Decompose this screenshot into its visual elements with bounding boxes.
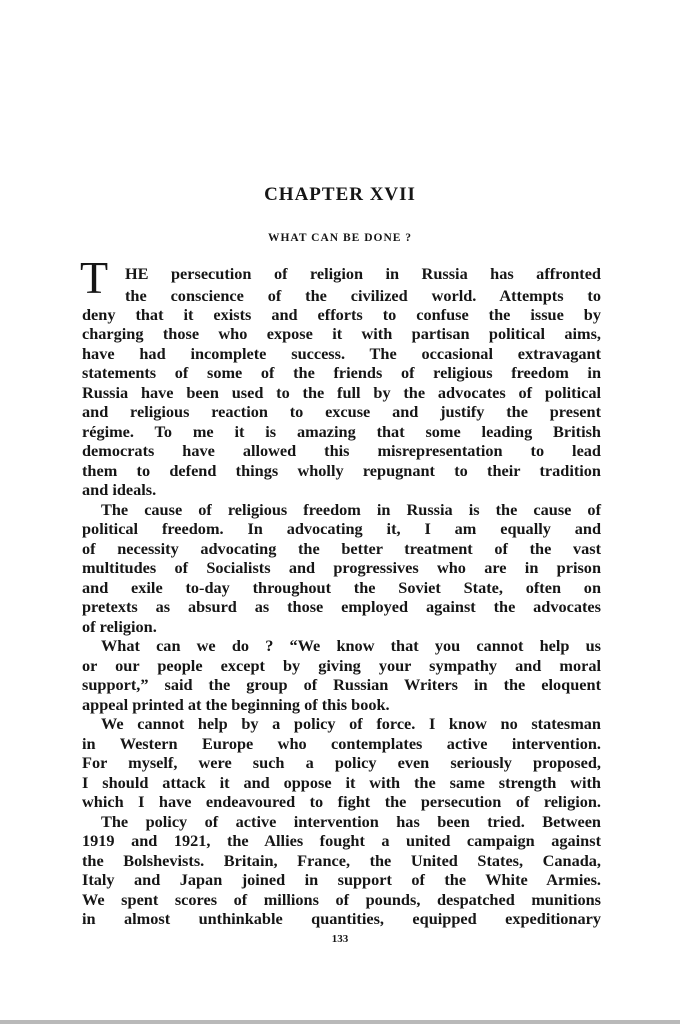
text-line: or our people except by giving your sympathy and moral	[82, 656, 601, 675]
text-line: which I have endeavoured to fight the persecution of religion.	[82, 792, 601, 811]
text-line: the Bolshevists. Britain, France, the United States, Canada,	[82, 851, 601, 870]
text-line: 1919 and 1921, the Allies fought a united campaign against	[82, 831, 601, 850]
text-line: What can we do ? “We know that you cannot help us	[101, 636, 601, 655]
text-line: support,” said the group of Russian Writers in the eloquent	[82, 675, 601, 694]
text-line: multitudes of Socialists and progressives who are in prison	[82, 558, 601, 577]
text-line: The cause of religious freedom in Russia is the cause of	[101, 500, 601, 519]
page-bottom-edge	[0, 1020, 680, 1024]
text-line: democrats have allowed this misrepresentation to lead	[82, 441, 601, 460]
text-line: We spent scores of millions of pounds, despatched munitions	[82, 890, 601, 909]
text-line: in Western Europe who contemplates active intervention.	[82, 734, 601, 753]
text-line: I should attack it and oppose it with the same strength with	[82, 773, 601, 792]
text-line: the conscience of the civilized world. Attempts to	[125, 286, 601, 305]
text-line: in almost unthinkable quantities, equipped expeditionary	[82, 909, 601, 928]
chapter-subtitle: WHAT CAN BE DONE ?	[267, 232, 413, 244]
page-number: 133	[331, 933, 349, 945]
text-line: statements of some of the friends of religious freedom in	[82, 363, 601, 382]
text-line: have had incomplete success. The occasional extravagant	[82, 344, 601, 363]
text-line: and exile to-day throughout the Soviet State, often on	[82, 578, 601, 597]
text-line: The policy of active intervention has been tried. Between	[101, 812, 601, 831]
text-line: of necessity advocating the better treatment of the vast	[82, 539, 601, 558]
text-line: deny that it exists and efforts to confuse the issue by	[82, 305, 601, 324]
text-line: charging those who expose it with partisan political aims,	[82, 324, 601, 343]
text-line: pretexts as absurd as those employed against the advocates	[82, 597, 601, 616]
chapter-heading: CHAPTER XVII	[264, 184, 416, 205]
text-line: them to defend things wholly repugnant to their tradition	[82, 461, 601, 480]
text-line: Italy and Japan joined in support of the White Armies.	[82, 870, 601, 889]
text-line: Russia have been used to the full by the advocates of political	[82, 383, 601, 402]
text-line: appeal printed at the beginning of this book.	[82, 695, 390, 714]
text-line: For myself, were such a policy even seriously proposed,	[82, 753, 601, 772]
text-line: of religion.	[82, 617, 157, 636]
text-line: We cannot help by a policy of force. I know no statesman	[101, 714, 601, 733]
text-line: régime. To me it is amazing that some leading British	[82, 422, 601, 441]
text-line: HE persecution of religion in Russia has affronted	[125, 264, 601, 283]
text-line: and ideals.	[82, 480, 157, 499]
text-line: and religious reaction to excuse and justify the present	[82, 402, 601, 421]
text-line: political freedom. In advocating it, I am equally and	[82, 519, 601, 538]
drop-cap: T	[80, 252, 109, 303]
